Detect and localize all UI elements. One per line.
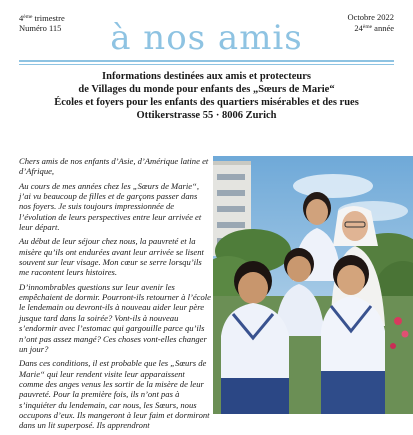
letter-paragraph: Au début de leur séjour chez nous, la pauvreté et la misère qu’ils ont endurées avant leur arrivée se lisent souvent sur leur visage. Mon cœur se serre lorsqu’ils me racontent leurs histoires. (19, 236, 204, 278)
trimester-word: trimestre (32, 13, 65, 23)
masthead-title: à nos amis (110, 18, 303, 58)
children-photo (213, 156, 413, 414)
info-line: Écoles et foyers pour les enfants des quartiers misérables et des rues (54, 97, 359, 108)
masthead-rule-thin (19, 64, 394, 65)
year-number: 24 (354, 23, 363, 33)
photo-illustration (213, 156, 413, 414)
info-block (0, 70, 413, 122)
year-word: année (372, 23, 394, 33)
letter-paragraph: Dans ces conditions, il est probable que les „Sœurs de Marie“ qui leur rendent visite leur apparaissent comme des anges venus les sortir de la misère de leur pauvreté. Pour la première fois, ils n’ont pas à s’inquiéter du lendemain, car nous, les Sœurs, nous occupons d’eux. Ils mangeront à leur faim et dormiront dans un lit superposé. Ils apprendront (19, 358, 210, 431)
letter-paragraph: Au cours de mes années chez les „Sœurs de Marie“, j’ai vu beaucoup de filles et de garçons passer dans nos foyers. Je suis toujours impressionnée de l’évolution de leurs perspectives entre leur arrivée et leur départ. (19, 180, 202, 233)
letter-body (19, 156, 211, 435)
letter-greeting: Chers amis de nos enfants d’Asie, d’Amérique latine et d’Afrique, (19, 156, 209, 177)
issue-number: Numéro 115 (19, 23, 62, 33)
letter-paragraph: D’innombrables questions sur leur avenir les empêchaient de dormir. Pourront-ils retourner à l’école le lendemain ou devront-ils à nouveau aider leur père jusque tard dans la soirée? Vont-ils à nouveau s’endormir avec l’estomac qui gargouille parce qu’ils n’ont pas assez mangé? Ces choses vont-elles changer un jour? (19, 281, 211, 354)
info-line: Informations destinées aux amis et protecteurs (102, 71, 311, 82)
trimester-suffix: ème (23, 14, 33, 20)
issue-date: Octobre 2022 (347, 12, 394, 22)
info-line: de Villages du monde pour enfants des „Sœurs de Marie“ (78, 84, 335, 95)
trimester-number: 4 (19, 13, 24, 23)
info-line: Ottikerstrasse 55 · 8006 Zurich (136, 110, 277, 121)
year-suffix: ème (362, 24, 373, 30)
masthead-rule (19, 60, 394, 62)
